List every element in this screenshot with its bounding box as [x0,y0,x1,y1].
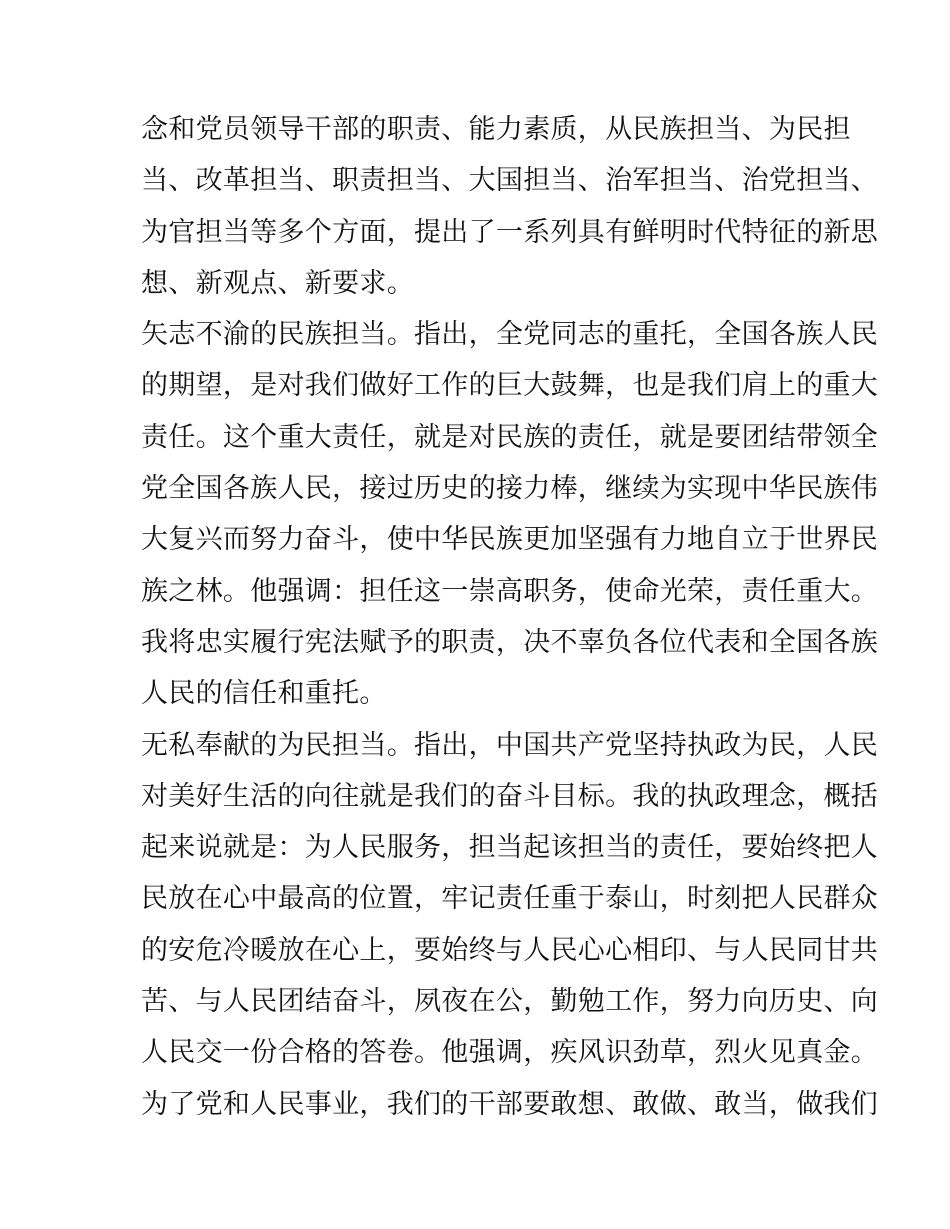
text-line: 大复兴而努力奋斗，使中华民族更加坚强有力地自立于世界民 [141,524,879,556]
text-line: 我将忠实履行宪法赋予的职责，决不辜负各位代表和全国各族 [141,626,879,658]
text-line: 民放在心中最高的位置，牢记责任重于泰山，时刻把人民群众 [141,883,879,915]
text-line: 的安危冷暖放在心上，要始终与人民心心相印、与人民同甘共 [141,934,879,966]
text-line: 想、新观点、新要求。 [141,267,414,299]
text-line: 人民的信任和重托。 [141,678,387,710]
text-line: 起来说就是：为人民服务，担当起该担当的责任，要始终把人 [141,832,879,864]
body-text [141,104,879,1130]
text-line: 苦、与人民团结奋斗，夙夜在公，勤勉工作，努力向历史、向 [141,986,879,1018]
text-line: 人民交一份合格的答卷。他强调，疾风识劲草，烈火见真金。 [141,1037,879,1069]
text-line: 对美好生活的向往就是我们的奋斗目标。我的执政理念，概括 [141,780,879,812]
text-line: 念和党员领导干部的职责、能力素质，从民族担当、为民担 [141,114,851,145]
text-line: 的期望，是对我们做好工作的巨大鼓舞，也是我们肩上的重大 [141,370,879,402]
text-line: 矢志不渝的民族担当。指出，全党同志的重托，全国各族人民 [141,319,879,351]
text-line: 无私奉献的为民担当。指出，中国共产党坚持执政为民，人民 [141,729,879,761]
text-line: 为官担当等多个方面，提出了一系列具有鲜明时代特征的新思 [141,216,879,248]
text-line: 党全国各族人民，接过历史的接力棒，继续为实现中华民族伟 [141,473,879,505]
text-line: 责任。这个重大责任，就是对民族的责任，就是要团结带领全 [141,421,879,453]
text-line: 当、改革担当、职责担当、大国担当、治军担当、治党担当、 [141,165,879,197]
text-line: 为了党和人民事业，我们的干部要敢想、敢做、敢当，做我们 [141,1088,879,1120]
text-line: 族之林。他强调：担任这一崇高职务，使命光荣，责任重大。 [141,575,879,607]
